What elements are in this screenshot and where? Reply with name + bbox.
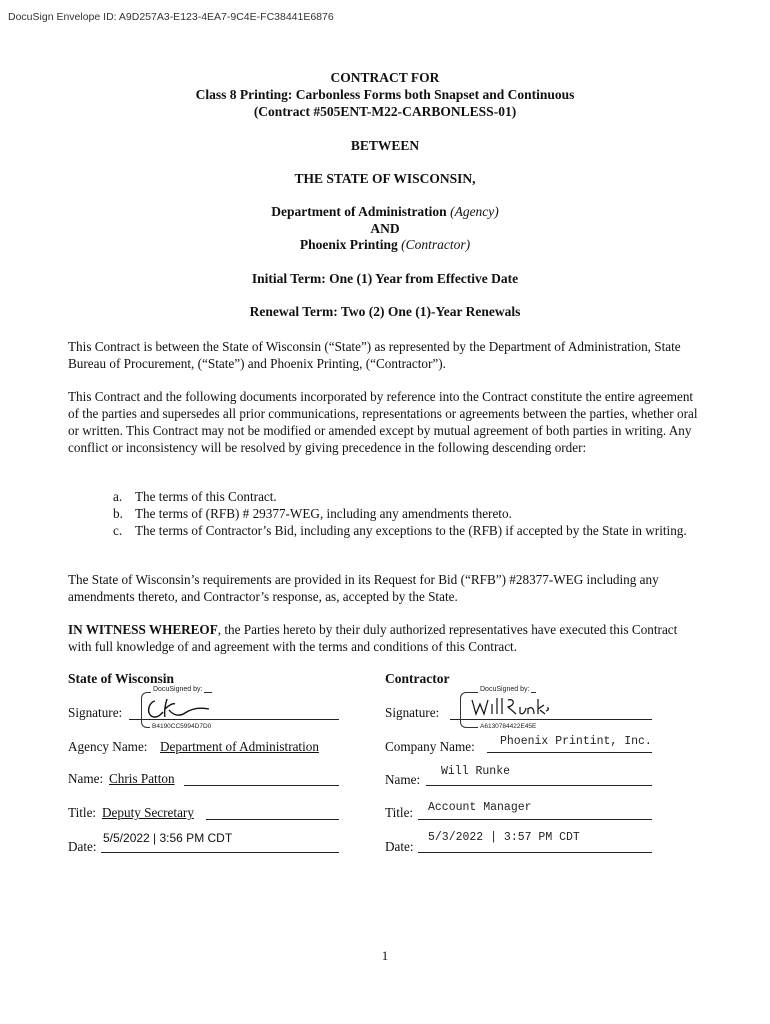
agency-line	[0, 204, 770, 220]
requirements-paragraph: The State of Wisconsin’s requirements are provided in its Request for Bid (“RFB”) #28377-WEG including any amendments thereto, and Contractor’s response, as, accepted by the State.	[68, 572, 659, 604]
agency-name-value: Department of Administration	[160, 739, 319, 754]
docusign-envelope-id: DocuSign Envelope ID: A9D257A3-E123-4EA7-9C4E-FC38441E6876	[8, 11, 334, 23]
title-line-1: CONTRACT FOR	[330, 70, 440, 85]
contractor-name-value: Will Runke	[441, 765, 511, 778]
state-signature-label: Signature:	[68, 705, 123, 720]
precedence-list	[68, 488, 704, 539]
contractor-docusigned-label: DocuSigned by:	[480, 686, 530, 693]
company-name-value: Phoenix Printint, Inc.	[500, 735, 652, 748]
contractor-title-label: Title:	[385, 805, 414, 820]
witness-paragraph	[68, 621, 704, 655]
page-number: 1	[381, 948, 389, 963]
contractor-date-value: 5/3/2022 | 3:57 PM CDT	[428, 831, 580, 844]
state-title-label: Title:	[68, 805, 97, 820]
state-date-label: Date:	[68, 839, 97, 854]
contractor-role: (Contractor)	[401, 237, 471, 252]
contractor-date-line	[418, 852, 652, 853]
agency-name: Department of Administration	[271, 204, 447, 219]
witness-bold: IN WITNESS WHEREOF	[68, 622, 218, 637]
agreement-paragraph: This Contract and the following documents incorporated by reference into the Contract constitute the entire agreement of the parties and supersedes all prior communications, representations or agreements between the parties, whether oral or written. This Contract may not be modified or amended except by mutual agreement of both parties in writing. Any conflict or inconsistency will be resolved by giving precedence in the following descending order:	[68, 389, 698, 455]
state-date-line	[101, 852, 339, 853]
list-item	[68, 488, 704, 505]
contractor-signer-id: A6130784422E45E	[480, 723, 537, 730]
witness-text: , the Parties hereto by their duly authorized representatives have executed this Contract with full knowledge of and agreement with the terms and conditions of this Contract.	[68, 622, 678, 654]
agency-name-label: Agency Name:	[68, 739, 148, 754]
contractor-signature-label: Signature:	[385, 705, 440, 720]
contractor-signature-image	[470, 696, 550, 722]
state-heading: THE STATE OF WISCONSIN,	[294, 171, 476, 186]
state-date-value: 5/5/2022 | 3:56 PM CDT	[103, 831, 233, 845]
list-text: The terms of (RFB) # 29377-WEG, including any amendments thereto.	[135, 506, 512, 521]
agency-role: (Agency)	[450, 204, 499, 219]
list-item	[68, 505, 704, 522]
list-item	[68, 522, 704, 539]
contract-number: (Contract #505ENT-M22-CARBONLESS-01)	[253, 104, 517, 119]
state-name-line	[184, 785, 339, 786]
list-marker: b.	[113, 506, 123, 521]
state-name-label: Name:	[68, 771, 104, 786]
state-name-value: Chris Patton	[109, 771, 175, 786]
company-name-line	[487, 752, 652, 753]
and-label: AND	[370, 221, 400, 236]
state-block-heading: State of Wisconsin	[68, 671, 175, 686]
state-docusigned-label: DocuSigned by:	[153, 686, 203, 693]
state-title-value: Deputy Secretary	[102, 805, 194, 820]
contractor-name-label: Name:	[385, 772, 421, 787]
list-text: The terms of this Contract.	[135, 489, 277, 504]
list-marker: c.	[113, 523, 123, 538]
state-signature-image	[143, 695, 213, 723]
title-line-2: Class 8 Printing: Carbonless Forms both Snapset and Continuous	[195, 87, 575, 102]
company-name-label: Company Name:	[385, 739, 475, 754]
contractor-date-label: Date:	[385, 839, 414, 854]
list-text: The terms of Contractor’s Bid, including any exceptions to the (RFB) if accepted by the State in writing.	[135, 523, 687, 538]
state-title-line	[206, 819, 339, 820]
contractor-title-line	[418, 819, 652, 820]
list-marker: a.	[113, 489, 123, 504]
parties-paragraph: This Contract is between the State of Wisconsin (“State”) as represented by the Department of Administration, State Bureau of Procurement, (“State”) and Phoenix Printing, (“Contractor”).	[68, 339, 681, 371]
between-label: BETWEEN	[350, 138, 420, 153]
initial-term: Initial Term: One (1) Year from Effective Date	[251, 271, 519, 286]
contractor-name: Phoenix Printing	[299, 237, 398, 252]
contractor-name-line	[426, 785, 652, 786]
contractor-block-heading: Contractor	[385, 671, 450, 686]
state-signer-id: B4190CC5994D7D0	[152, 723, 212, 730]
contractor-title-value: Account Manager	[428, 801, 532, 814]
renewal-term: Renewal Term: Two (2) One (1)-Year Renewals	[249, 304, 521, 319]
contractor-line	[0, 237, 770, 253]
